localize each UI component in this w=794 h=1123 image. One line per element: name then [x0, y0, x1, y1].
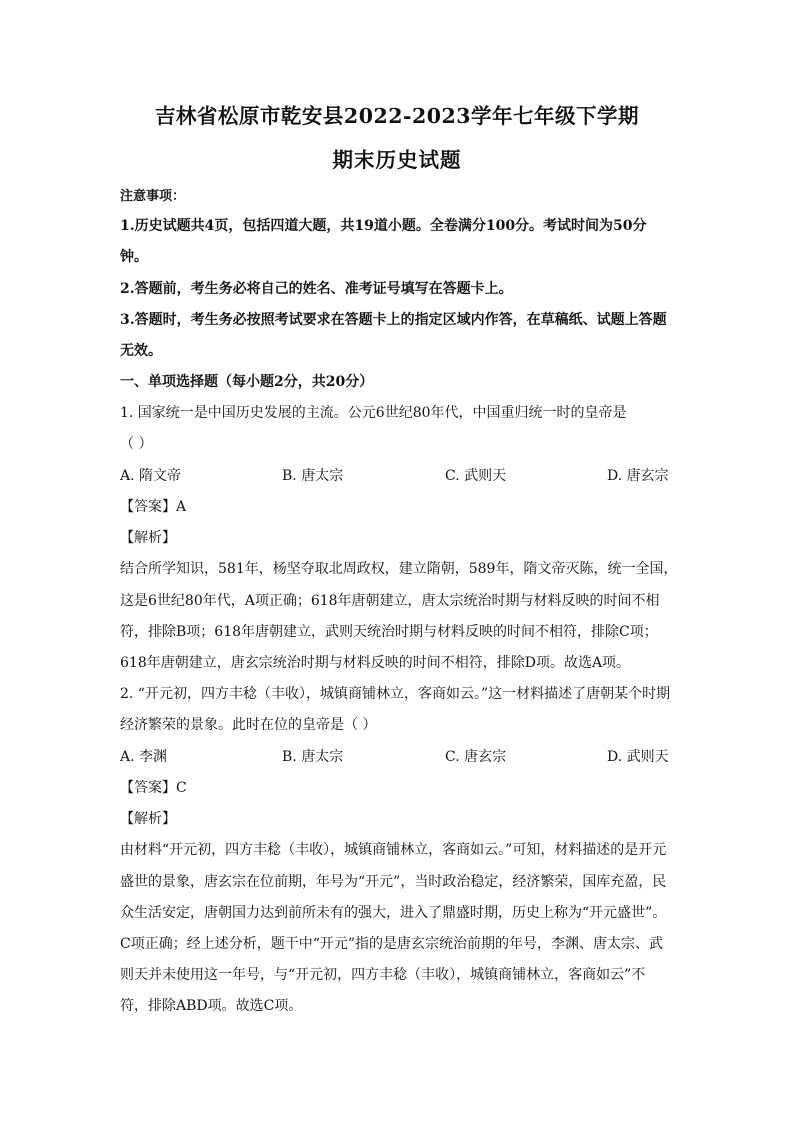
section-heading: 一、单项选择题（每小题2分，共20分） — [120, 374, 374, 390]
analysis-line: 众生活安定，唐朝国力达到前所未有的强大，进入了鼎盛时期，历史上称为“开元盛世”。 — [120, 905, 667, 921]
analysis-label: 【解析】 — [120, 530, 176, 546]
option-a: A. 李渊 — [120, 749, 168, 765]
note-item-1-cont: 钟。 — [120, 249, 148, 265]
note-item-1: 1.历史试题共4页，包括四道大题，共19道小题。全卷满分100分。考试时间为50分 — [120, 218, 647, 234]
option-c: C. 武则天 — [445, 468, 507, 484]
note-item-3: 3.答题时，考生务必按照考试要求在答题卡上的指定区域内作答，在草稿纸、试题上答题 — [120, 312, 667, 328]
option-c: C. 唐玄宗 — [445, 749, 507, 765]
note-item-2: 2.答题前，考生务必将自己的姓名、准考证号填写在答题卡上。 — [120, 281, 513, 297]
analysis-line: 结合所学知识，581年，杨坚夺取北周政权，建立隋朝，589年，隋文帝灭陈，统一全国， — [120, 561, 678, 577]
analysis-line: 618年唐朝建立，唐玄宗统治时期与材料反映的时间不相符，排除D项。故选A项。 — [120, 655, 631, 671]
question-stem-cont: （ ） — [120, 436, 153, 452]
page-subtitle: 期末历史试题 — [332, 148, 462, 172]
option-d: D. 唐玄宗 — [607, 468, 669, 484]
question-stem: 1. 国家统一是中国历史发展的主流。公元6世纪80年代，中国重归统一时的皇帝是 — [120, 405, 627, 421]
analysis-line: 符，排除ABD项。故选C项。 — [120, 998, 303, 1014]
option-a: A. 隋文帝 — [120, 468, 182, 484]
analysis-line: 则天并未使用这一年号，与“开元初，四方丰稔（丰收），城镇商铺林立，客商如云”不 — [120, 967, 646, 983]
answer-label: 【答案】C — [120, 780, 187, 796]
analysis-line: 符，排除B项；618年唐朝建立，武则天统治时期与材料反映的时间不相符，排除C项； — [120, 624, 658, 640]
analysis-line: 由材料“开元初，四方丰稔（丰收），城镇商铺林立，客商如云。”可知，材料描述的是开元 — [120, 842, 667, 858]
note-item-3-cont: 无效。 — [120, 343, 162, 359]
question-stem: 2. “开元初，四方丰稔（丰收），城镇商铺林立，客商如云。”这一材料描述了唐朝某个时期 — [120, 686, 671, 702]
notes-heading: 注意事项： — [120, 189, 186, 204]
analysis-line: 这是6世纪80年代，A项正确；618年唐朝建立，唐太宗统治时期与材料反映的时间不相 — [120, 593, 660, 609]
option-b: B. 唐太宗 — [282, 468, 344, 484]
analysis-line: C项正确；经上述分析，题干中“开元”指的是唐玄宗统治前期的年号，李渊、唐太宗、武 — [120, 936, 664, 952]
answer-label: 【答案】A — [120, 499, 187, 515]
analysis-label: 【解析】 — [120, 811, 176, 827]
option-d: D. 武则天 — [607, 749, 669, 765]
analysis-line: 盛世的景象，唐玄宗在位前期，年号为“开元”，当时政治稳定，经济繁荣，国库充盈，民 — [120, 874, 667, 890]
question-stem-cont: 经济繁荣的景象。此时在位的皇帝是（ ） — [120, 717, 377, 733]
option-b: B. 唐太宗 — [282, 749, 344, 765]
page-title: 吉林省松原市乾安县2022-2023学年七年级下学期 — [154, 104, 640, 128]
